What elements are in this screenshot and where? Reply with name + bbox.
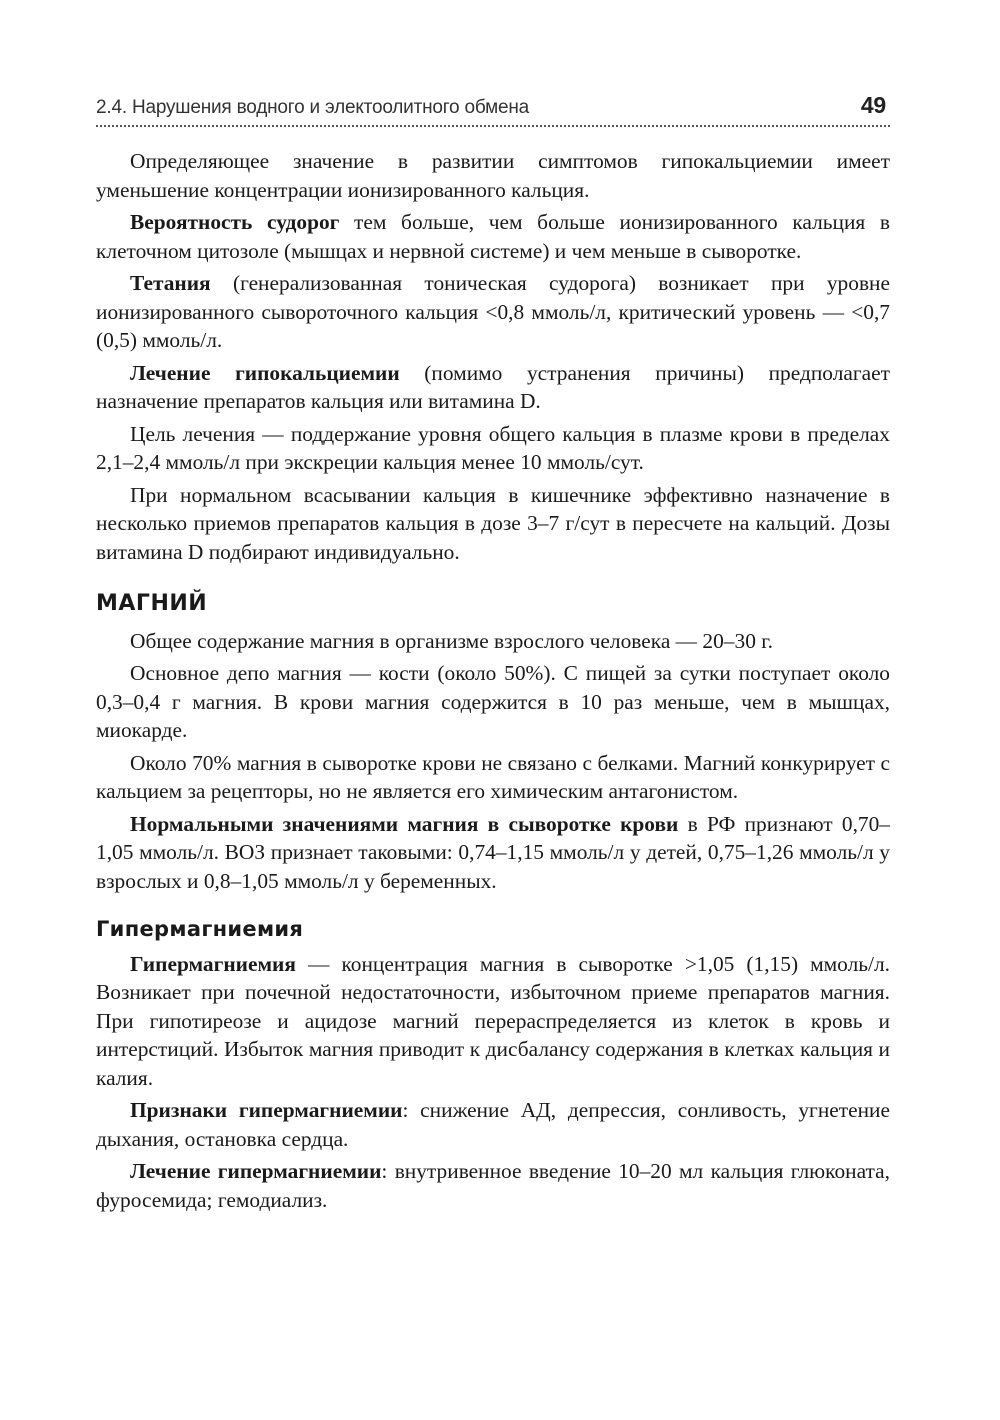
paragraph-text: : внутривенное введение 10–20 мл кальция глюконата, фуросемида; гемодиализ. <box>96 1159 890 1212</box>
bold-term: Лечение гипокальциемии <box>130 360 400 385</box>
paragraph: Общее содержание магния в организме взрослого человека — 20–30 г. <box>130 628 773 653</box>
paragraph <box>96 208 890 265</box>
paragraph <box>96 269 890 355</box>
bold-term: Гипермагниемия <box>130 951 296 976</box>
paragraph-text: тем больше, чем больше ионизированного кальция в клеточном цитозоле (мышцах и нервной системе) и чем меньше в сыворотке. <box>96 210 890 263</box>
paragraph <box>96 950 890 1093</box>
paragraph-text: (генерализованная тоническая судорога) возникает при уровне ионизированного сывороточного кальция <0,8 ммоль/л, критический уровень — <0,7 (0,5) ммоль/л. <box>96 271 890 352</box>
paragraph: При нормальном всасывании кальция в кишечнике эффективно назначение в несколько приемов препаратов кальция в дозе 3–7 г/сут в пересчете на кальций. Дозы витамина D подбирают индивидуально. <box>96 482 890 564</box>
bold-term: Нормальными значениями магния в сыворотке крови <box>130 811 679 836</box>
chapter-title: 2.4. Нарушения водного и электоолитного обмена <box>96 97 530 118</box>
paragraph <box>96 1157 890 1214</box>
paragraph: Определяющее значение в развитии симптомов гипокальциемии имеет уменьшение концентрации ионизированного кальция. <box>96 149 890 202</box>
paragraph-text: : снижение АД, депрессия, сонливость, угнетение дыхания, остановка сердца. <box>96 1098 890 1151</box>
paragraph <box>96 810 890 896</box>
paragraph-text: (помимо устранения причины) предполагает назначение препаратов кальция или витамина D. <box>96 360 890 413</box>
paragraph <box>96 359 890 416</box>
page-content <box>96 147 890 1214</box>
paragraph: Цель лечения — поддержание уровня общего кальция в плазме крови в пределах 2,1–2,4 ммоль/л при экскреции кальция менее 10 ммоль/сут. <box>96 421 890 474</box>
paragraph: Около 70% магния в сыворотке крови не связано с белками. Магний конкурирует с кальцием за рецепторы, но не является его химическим антагонистом. <box>96 750 890 803</box>
page-number: 49 <box>860 92 886 118</box>
bold-term: Признаки гипермагниемии <box>130 1098 403 1122</box>
running-header <box>96 92 890 127</box>
book-page <box>96 92 890 1218</box>
subsection-heading-hypermagnesemia: Гипермагниемия <box>96 917 304 941</box>
paragraph-text: в РФ признают 0,70–1,05 ммоль/л. ВОЗ признает таковыми: 0,74–1,15 ммоль/л у детей, 0,75–1,26 ммоль/л у взрослых и 0,8–1,05 ммоль/л у беременных. <box>96 811 891 893</box>
section-heading-magnesium: МАГНИЙ <box>96 591 208 616</box>
bold-term: Лечение гипермагниемии <box>130 1159 382 1183</box>
bold-term: Вероятность судорог <box>130 210 340 234</box>
bold-term: Тетания <box>130 271 211 295</box>
paragraph-text: — концентрация магния в сыворотке >1,05 (1,15) ммоль/л. Возникает при почечной недостаточности, избыточном приеме препаратов магния. При гипотиреозе и ацидозе магний перераспределяется из клеток в кровь и интерстиций. Избыток магния приводит к дисбалансу содержания в клетках кальция и калия. <box>96 951 890 1090</box>
paragraph <box>96 1096 890 1153</box>
paragraph: Основное депо магния — кости (около 50%). С пищей за сутки поступает около 0,3–0,4 г магния. В крови магния содержится в 10 раз меньше, чем в мышцах, миокарде. <box>96 661 890 742</box>
